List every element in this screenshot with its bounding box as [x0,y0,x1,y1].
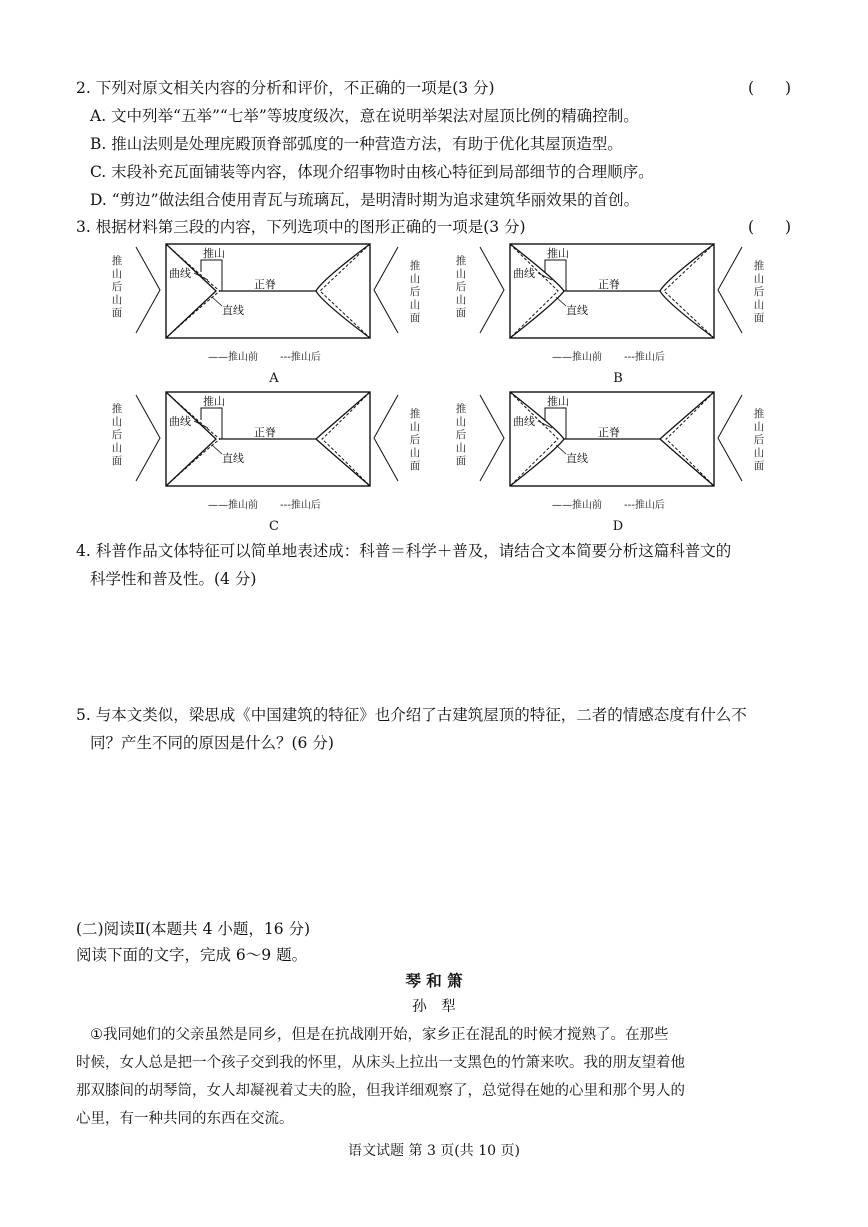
q2-stem: 2. 下列对原文相关内容的分析和评价，不正确的一项是(3 分) [76,79,495,97]
svg-text:面: 面 [455,307,467,319]
svg-text:推: 推 [753,408,765,420]
roof-figure-d [452,390,770,536]
label-zhixian: 直线 [566,452,588,465]
label-quxian: 曲线 [169,267,191,280]
label-zhengji: 正脊 [254,278,276,291]
svg-text:山: 山 [409,273,421,285]
svg-text:推: 推 [111,403,123,415]
label-zhengji: 正脊 [598,426,620,439]
svg-text:后: 后 [111,429,123,441]
q2-option-c: C. 末段补充瓦面铺装等内容，体现介绍事物时由核心特征到局部细节的合理顺序。 [90,163,654,181]
svg-text:山: 山 [409,447,421,459]
q5-line-2: 同？产生不同的原因是什么？(6 分) [90,734,334,752]
svg-text:推: 推 [455,403,467,415]
right-side-label [754,407,765,472]
left-side-label [456,402,467,467]
svg-text:面: 面 [753,312,765,324]
svg-text:推: 推 [753,260,765,272]
q3-stem: 3. 根据材料第三段的内容，下列选项中的图形正确的一项是(3 分) [76,218,526,236]
q5-line-1: 5. 与本文类似，梁思成《中国建筑的特征》也介绍了古建筑屋顶的特征，二者的情感态度有什么不 [76,706,747,724]
story-line-1: ①我同她们的父亲虽然是同乡，但是在抗战刚开始，家乡正在混乱的时候才搅熟了。在那些 [90,1027,669,1043]
q2-option-d: D. “剪边”做法组合使用青瓦与琉璃瓦，是明清时期为追求建筑华丽效果的首创。 [90,191,640,209]
legend-before: ——推山前 [208,352,258,363]
story-line-3: 那双膝间的胡琴筒，女人却凝视着丈夫的脸，但我详细观察了，总觉得在她的心里和那个男人的 [76,1083,685,1099]
option-letter: D [612,519,624,534]
legend-after: ---推山后 [280,352,321,363]
story-line-2: 时候，女人总是把一个孩子交到我的怀里，从床头上拉出一支黑色的竹箫来吹。我的朋友望着他 [76,1055,685,1071]
svg-text:山: 山 [455,442,467,454]
label-tuishan: 推山 [547,247,569,260]
label-zhengji: 正脊 [254,426,276,439]
svg-text:山: 山 [111,442,123,454]
svg-text:山: 山 [455,416,467,428]
option-letter: C [269,519,279,534]
label-zhixian: 直线 [222,452,244,465]
option-letter: A [269,371,279,386]
label-tuishan: 推山 [203,395,225,408]
legend-before: ——推山前 [552,500,602,511]
label-zhixian: 直线 [566,304,588,317]
roof-figure-a [108,242,426,388]
svg-text:面: 面 [111,307,123,319]
page-footer: 语文试题 第 3 页(共 10 页) [348,1143,520,1159]
svg-text:后: 后 [753,286,765,298]
option-letter: B [613,371,623,386]
q2-answer-paren: ( ) [748,79,792,97]
svg-text:面: 面 [111,455,123,467]
label-zhengji: 正脊 [598,278,620,291]
svg-text:面: 面 [409,460,421,472]
svg-text:山: 山 [753,273,765,285]
left-side-label [456,254,467,319]
svg-text:山: 山 [753,299,765,311]
legend-before: ——推山前 [208,500,258,511]
svg-text:推: 推 [455,255,467,267]
svg-text:推: 推 [409,408,421,420]
label-zhixian: 直线 [222,304,244,317]
svg-text:面: 面 [753,460,765,472]
legend-after: ---推山后 [280,500,321,511]
svg-text:后: 后 [455,281,467,293]
label-quxian: 曲线 [513,415,535,428]
section-instruction: 阅读下面的文字，完成 6～9 题。 [76,946,308,964]
label-tuishan: 推山 [547,395,569,408]
legend-after: ---推山后 [624,500,665,511]
right-side-label [410,407,421,472]
svg-text:山: 山 [455,294,467,306]
svg-text:山: 山 [753,447,765,459]
q2-option-a: A. 文中列举“五举”“七举”等坡度级次，意在说明举架法对屋顶比例的精确控制。 [90,107,639,125]
story-author: 孙 犁 [412,999,456,1015]
section-heading: (二)阅读Ⅱ(本题共 4 小题，16 分) [76,920,311,938]
svg-text:后: 后 [111,281,123,293]
story-line-4: 心里，有一种共同的东西在交流。 [76,1111,294,1127]
roof-figure-c [108,390,426,536]
right-side-label [754,259,765,324]
svg-text:山: 山 [111,416,123,428]
svg-text:山: 山 [111,268,123,280]
svg-text:后: 后 [753,434,765,446]
label-quxian: 曲线 [169,415,191,428]
svg-text:山: 山 [409,421,421,433]
legend-before: ——推山前 [552,352,602,363]
label-quxian: 曲线 [513,267,535,280]
q2-option-b: B. 推山法则是处理庑殿顶脊部弧度的一种营造方法，有助于优化其屋顶造型。 [90,135,623,153]
svg-text:山: 山 [409,299,421,311]
left-side-label [112,254,123,319]
svg-text:推: 推 [111,255,123,267]
svg-text:面: 面 [409,312,421,324]
story-title: 琴 和 箫 [405,972,463,990]
svg-text:面: 面 [455,455,467,467]
svg-text:推: 推 [409,260,421,272]
svg-text:后: 后 [409,286,421,298]
roof-figure-b [452,242,770,388]
q4-line-2: 科学性和普及性。(4 分) [90,570,257,588]
svg-text:山: 山 [753,421,765,433]
svg-text:后: 后 [455,429,467,441]
label-tuishan: 推山 [203,247,225,260]
legend-after: ---推山后 [624,352,665,363]
svg-text:山: 山 [111,294,123,306]
q3-answer-paren: ( ) [748,218,792,236]
svg-text:山: 山 [455,268,467,280]
left-side-label [112,402,123,467]
svg-text:后: 后 [409,434,421,446]
right-side-label [410,259,421,324]
q4-line-1: 4. 科普作品文体特征可以简单地表述成：科普＝科学＋普及，请结合文本简要分析这篇科普文的 [76,542,732,560]
